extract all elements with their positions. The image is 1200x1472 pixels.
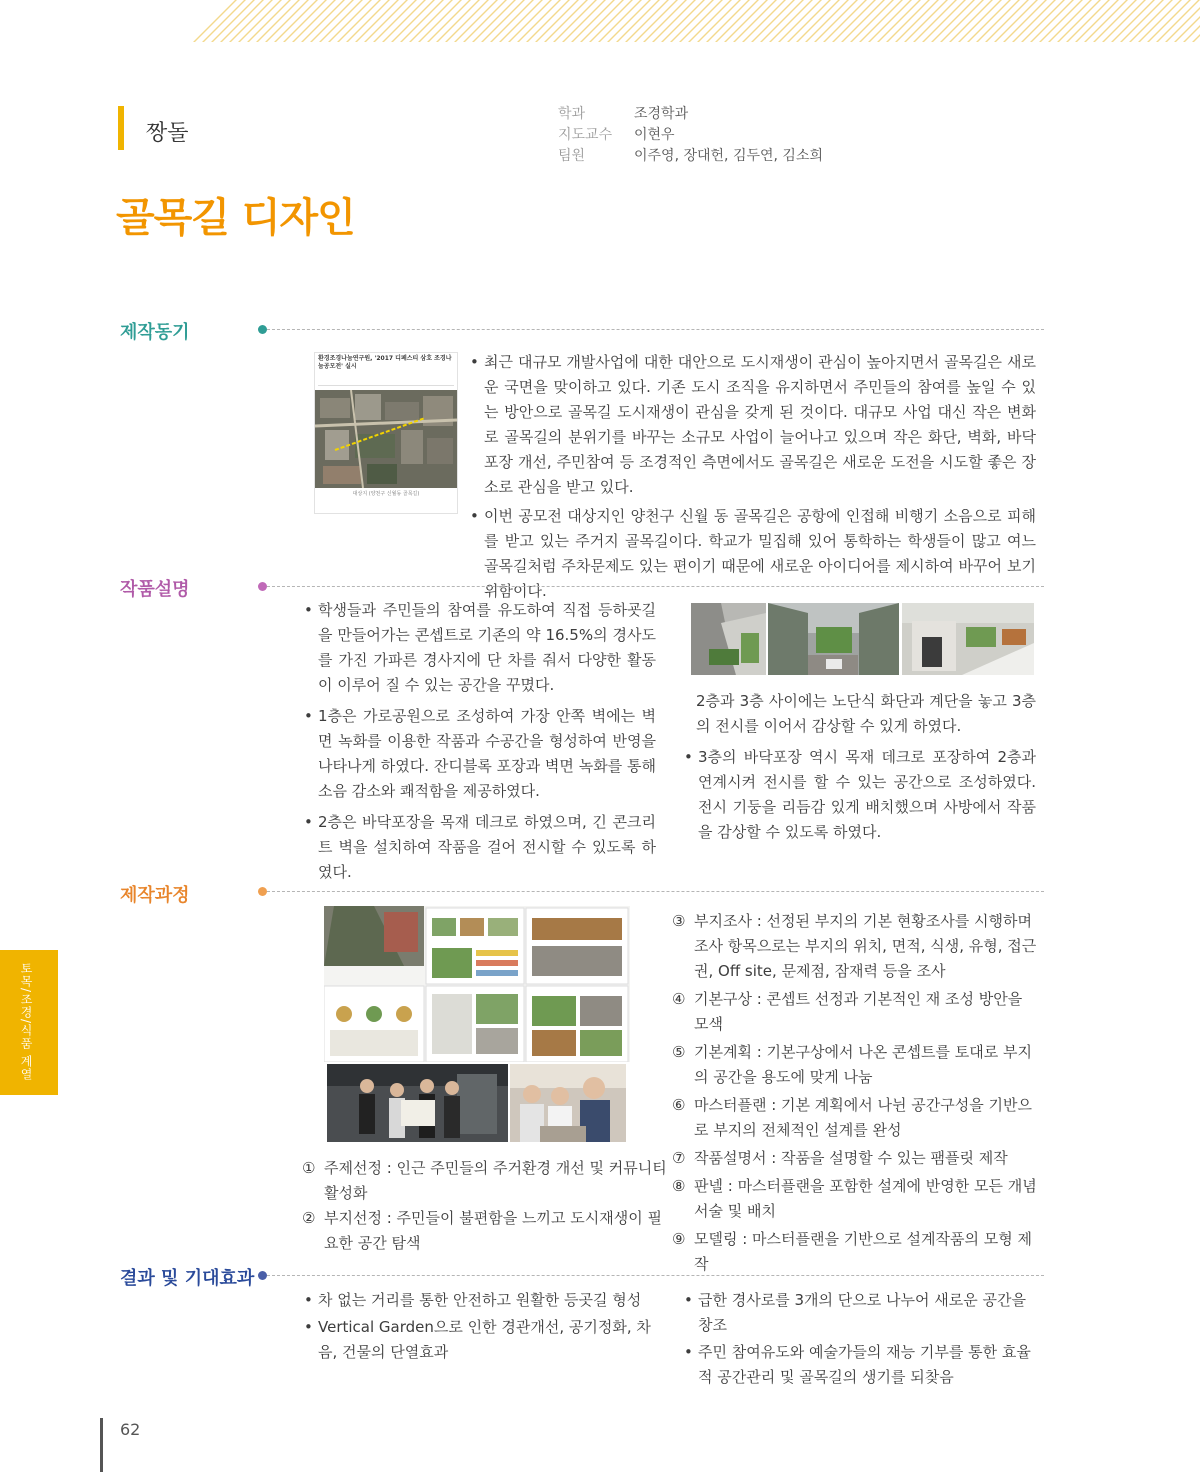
info-label: 지도교수: [558, 127, 613, 143]
project-info: [558, 104, 823, 167]
step-text: 기본구상 : 콘셉트 선정과 기본적인 재 조성 방안을 모색: [694, 990, 1023, 1033]
decorative-stripes: [190, 0, 1200, 42]
section-title-motive: 제작동기: [120, 322, 190, 343]
step-number: ④: [672, 990, 686, 1008]
step-number: ③: [672, 912, 686, 930]
step-text: 작품설명서 : 작품을 설명할 수 있는 팸플릿 제작: [694, 1149, 1008, 1167]
info-label: 학과: [558, 106, 586, 122]
step-number: ⑤: [672, 1043, 686, 1061]
step-number: ②: [302, 1209, 316, 1227]
section-dot: [258, 887, 267, 896]
aerial-photo: [315, 390, 457, 488]
process-step-2: [302, 1206, 668, 1256]
motive-bullet: • 최근 대규모 개발사업에 대한 대안으로 도시재생이 관심이 높아지면서 골목길은 새로운 국면을 맞이하고 있다. 기존 도시 조직을 유지하면서 주민들의 참여를 높일 수 있는 방안으로 골목길 도시재생이 관심을 갖게 된 것이다. 대규모 사업 대신 작은 변화로 골목길의 분위기를 바꾸는 소규모 사업이 늘어나고 있으며 작은 화단, 벽화, 바닥포장 개선, 주민참여 등 조경적인 측면에서도 골목길은 새로운 도전을 시도할 좋은 장소로 관심을 받고 있다.: [470, 350, 1036, 500]
description-bullet: • 학생들과 주민들의 참여를 유도하여 직접 등하굣길을 만들어가는 콘셉트로 기존의 약 16.5%의 경사도를 가진 가파른 경사지에 단 차를 줘서 다양한 활동이 이루어 질 수 있는 공간을 꾸몄다.: [304, 598, 656, 698]
process-step-7: [672, 1146, 1038, 1171]
process-step-9: [672, 1227, 1038, 1277]
step-text: 주제선정 : 인근 주민들의 주거환경 개선 및 커뮤니티 활성화: [324, 1159, 667, 1202]
description-bullet: • 1층은 가로공원으로 조성하여 가장 안쪽 벽에는 벽면 녹화를 이용한 작품과 수공간을 형성하여 반영을 나타나게 하였다. 잔디블록 포장과 벽면 녹화를 통해 소음 감소와 쾌적함을 제공하였다.: [304, 704, 656, 804]
step-number: ①: [302, 1159, 316, 1177]
page-number: 62: [120, 1420, 141, 1439]
info-value: 이현우: [634, 127, 675, 143]
result-bullet: • 차 없는 거리를 통한 안전하고 원활한 등곳길 형성: [304, 1288, 656, 1313]
category-side-label: 토목/조경/식품 계열: [19, 962, 33, 1081]
section-divider: [262, 891, 1044, 892]
section-dot: [258, 325, 267, 334]
info-label: 팀원: [558, 148, 586, 164]
process-right-list: [672, 909, 1038, 1277]
step-text: 모델링 : 마스터플랜을 기반으로 설계작품의 모형 제작: [694, 1230, 1032, 1273]
process-step-1: [302, 1156, 668, 1206]
result-right-list: [684, 1288, 1038, 1390]
info-row-department: [558, 104, 823, 125]
process-step-3: [672, 909, 1038, 984]
team-name: 짱돌: [146, 121, 189, 146]
process-step-4: [672, 987, 1038, 1037]
motive-bullet: • 이번 공모전 대상지인 양천구 신월 동 골목길은 공항에 인접해 비행기 소음으로 피해를 받고 있는 주거지 골목길이다. 학교가 밀집해 있어 통학하는 학생들이 많고 여느 골목길처럼 주차문제도 있는 편이기 때문에 새로운 아이디어를 제시하여 바꾸어 보기 위함이다.: [470, 504, 1036, 604]
process-step-5: [672, 1040, 1038, 1090]
result-bullet: • Vertical Garden으로 인한 경관개선, 공기정화, 차음, 건물의 단열효과: [304, 1315, 656, 1365]
design-panels-image: [324, 906, 630, 1062]
section-title-process: 제작과정: [120, 885, 190, 906]
process-step-8: [672, 1174, 1038, 1224]
section-divider: [262, 586, 1044, 587]
render-image-3: [902, 603, 1034, 675]
team-photo-2: [510, 1064, 626, 1142]
step-number: ⑥: [672, 1096, 686, 1114]
section-dot: [258, 1271, 267, 1280]
step-number: ⑧: [672, 1177, 686, 1195]
article-caption: 대상지 (양천구 신월동 골목길): [352, 491, 420, 497]
section-title-description: 작품설명: [120, 579, 190, 600]
step-text: 부지조사 : 선정된 부지의 기본 현황조사를 시행하며 조사 항목으로는 부지의 위치, 면적, 식생, 유형, 접근권, Off site, 문제점, 잠재력 등을 조사: [694, 912, 1037, 980]
team-photo-1: [327, 1064, 508, 1142]
step-number: ⑨: [672, 1230, 686, 1248]
page-title: 골목길 디자인: [116, 195, 355, 241]
step-text: 판넬 : 마스터플랜을 포함한 설계에 반영한 모든 개념 서술 및 배치: [694, 1177, 1037, 1220]
section-dot: [258, 582, 267, 591]
news-article-image: [314, 352, 458, 514]
section-divider: [262, 329, 1044, 330]
step-text: 마스터플랜 : 기본 계획에서 나뉜 공간구성을 기반으로 부지의 전체적인 설계를 완성: [694, 1096, 1032, 1139]
description-right-text: [696, 689, 1036, 845]
result-bullet: • 주민 참여유도와 예술가들의 재능 기부를 통한 효율적 공간관리 및 골목길의 생기를 되찾음: [684, 1340, 1038, 1390]
result-bullet: • 급한 경사로를 3개의 단으로 나누어 새로운 공간을 창조: [684, 1288, 1038, 1338]
description-continuation: 2층과 3층 사이에는 노단식 화단과 계단을 놓고 3층의 전시를 이어서 감상할 수 있게 하였다.: [696, 692, 1036, 735]
info-row-advisor: [558, 125, 823, 146]
description-left-text: [304, 598, 656, 885]
page-number-bar: [100, 1418, 103, 1472]
section-title-result: 결과 및 기대효과: [120, 1268, 255, 1289]
render-image-2: [768, 603, 899, 675]
result-left-list: [304, 1288, 656, 1365]
step-number: ⑦: [672, 1149, 686, 1167]
step-text: 기본계획 : 기본구상에서 나온 콘셉트를 토대로 부지의 공간을 용도에 맞게 나눔: [694, 1043, 1032, 1086]
render-image-1: [691, 603, 766, 675]
article-headline: 환경조경나눔연구원, '2017 디페스티 삼호 조경나눔공모전' 실시: [318, 355, 452, 370]
team-accent-bar: [118, 106, 124, 150]
description-bullet: • 2층은 바닥포장을 목재 데크로 하였으며, 긴 콘크리트 벽을 설치하여 작품을 걸어 전시할 수 있도록 하였다.: [304, 810, 656, 885]
info-value: 조경학과: [634, 106, 689, 122]
process-step-6: [672, 1093, 1038, 1143]
description-bullet: • 3층의 바닥포장 역시 목재 데크로 포장하여 2층과 연계시켜 전시를 할 수 있는 공간으로 조성하였다. 전시 기둥을 리듬감 있게 배치했으며 사방에서 작품을 감상할 수 있도록 하였다.: [684, 745, 1036, 845]
motive-text: [470, 350, 1036, 604]
step-text: 부지선정 : 주민들이 불편함을 느끼고 도시재생이 필요한 공간 탐색: [324, 1209, 662, 1252]
info-value: 이주영, 장대헌, 김두연, 김소희: [634, 148, 823, 164]
info-row-members: [558, 146, 823, 167]
process-left-list: [302, 1156, 668, 1256]
section-divider: [262, 1275, 1044, 1276]
